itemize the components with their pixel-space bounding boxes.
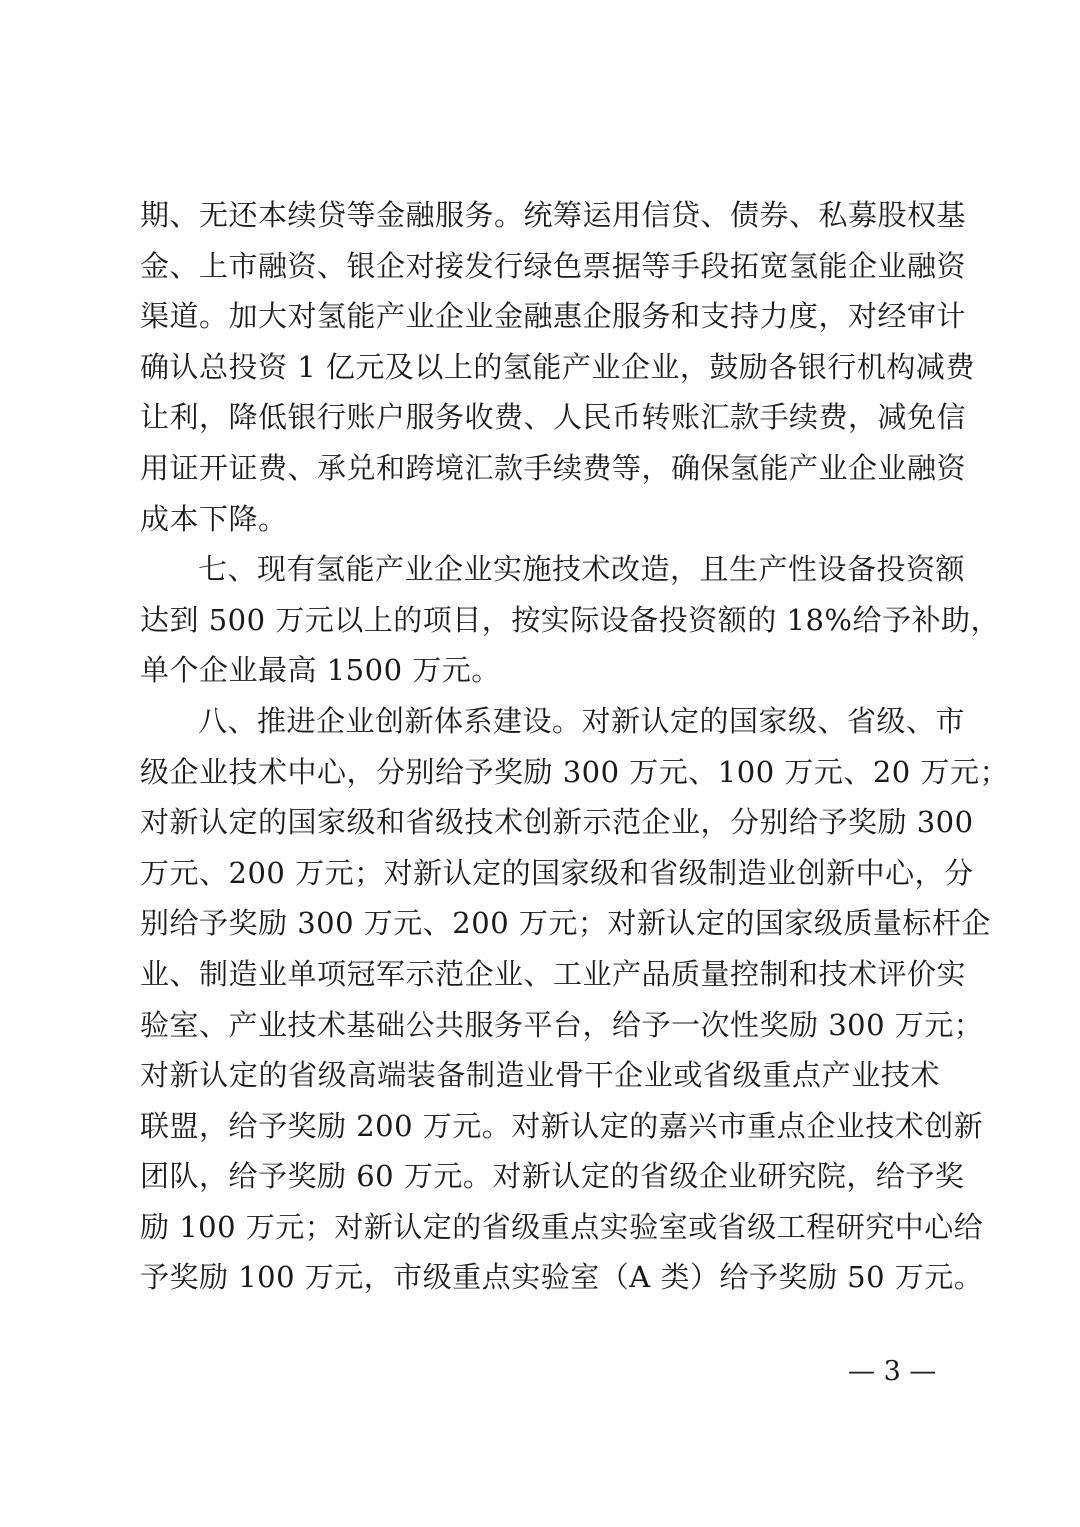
text-line: 业、制造业单项冠军示范企业、工业产品质量控制和技术评价实 <box>140 956 967 991</box>
text-line: 对新认定的省级高端装备制造业骨干企业或省级重点产业技术 <box>140 1058 940 1093</box>
text-line: 让利，降低银行账户服务收费、人民币转账汇款手续费，减免信 <box>140 400 967 435</box>
text-line: 团队，给予奖励 60 万元。对新认定的省级企业研究院，给予奖 <box>140 1159 965 1194</box>
text-line: 七、现有氢能产业企业实施技术改造，且生产性设备投资额 <box>198 552 966 587</box>
text-line: 万元、200 万元；对新认定的国家级和省级制造业创新中心，分 <box>140 855 974 890</box>
text-line: 达到 500 万元以上的项目，按实际设备投资额的 18%给予补助， <box>140 602 1000 637</box>
text-line: 予奖励 100 万元，市级重点实验室（A 类）给予奖励 50 万元。 <box>140 1260 984 1295</box>
paragraph-financing <box>140 190 975 544</box>
text-line: 对新认定的国家级和省级技术创新示范企业，分别给予奖励 300 <box>140 805 974 840</box>
text-line: 励 100 万元；对新认定的省级重点实验室或省级工程研究中心给 <box>140 1209 984 1244</box>
text-line: 联盟，给予奖励 200 万元。对新认定的嘉兴市重点企业技术创新 <box>140 1108 984 1143</box>
text-line: 用证开证费、承兑和跨境汇款手续费等，确保氢能产业企业融资 <box>140 450 967 485</box>
text-line: 验室、产业技术基础公共服务平台，给予一次性奖励 300 万元； <box>140 1007 984 1042</box>
text-line: 单个企业最高 1500 万元。 <box>140 653 501 688</box>
page-number: — 3 — <box>848 1356 937 1387</box>
text-line: 八、推进企业创新体系建设。对新认定的国家级、省级、市 <box>198 703 966 738</box>
text-line: 别给予奖励 300 万元、200 万元；对新认定的国家级质量标杆企 <box>140 906 991 941</box>
document-body <box>140 190 1009 1303</box>
text-line: 确认总投资 1 亿元及以上的氢能产业企业，鼓励各银行机构减费 <box>140 349 975 384</box>
text-line: 成本下降。 <box>140 501 288 536</box>
text-line: 期、无还本续贷等金融服务。统筹运用信贷、债券、私募股权基 <box>140 198 967 232</box>
text-line: 金、上市融资、银企对接发行绿色票据等手段拓宽氢能企业融资 <box>140 248 967 283</box>
paragraph-item-7 <box>140 544 1000 696</box>
text-line: 级企业技术中心，分别给予奖励 300 万元、100 万元、20 万元； <box>140 754 1009 789</box>
paragraph-item-8 <box>140 696 1009 1303</box>
text-line: 渠道。加大对氢能产业企业金融惠企服务和支持力度，对经审计 <box>140 299 967 334</box>
